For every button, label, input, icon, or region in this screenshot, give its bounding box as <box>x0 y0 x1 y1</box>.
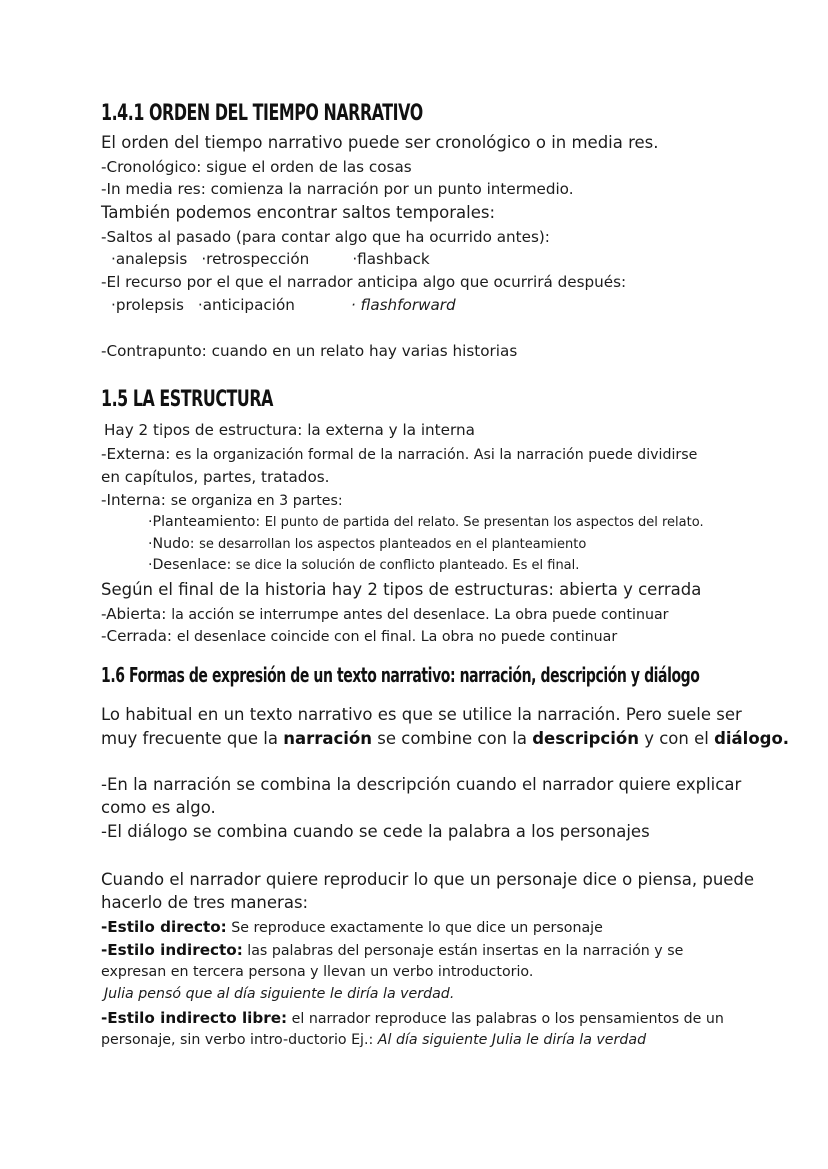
text-estilo-indirecto: las palabras del personaje están insertas en la narración y se <box>242 943 684 959</box>
term-anticipacion: ·anticipación <box>197 296 295 314</box>
text-fragment: y con el <box>638 729 715 748</box>
label-estilo-libre: -Estilo indirecto libre: <box>101 1009 288 1027</box>
term-analepsis: ·analepsis <box>111 250 188 268</box>
line-cronologico: -Cronológico: sigue el orden de las cosas <box>101 158 412 176</box>
bold-dialogo: diálogo. <box>714 729 790 748</box>
text-abierta: la acción se interrumpe antes del desenlace. La obra puede continuar <box>171 607 669 623</box>
paragraph-intro-orden: El orden del tiempo narrativo puede ser cronológico o in media res. <box>101 133 659 152</box>
section-heading-15: 1.5 LA ESTRUCTURA <box>101 387 273 412</box>
p2-line2: como es algo. <box>101 798 216 817</box>
text-planteamiento: El punto de partida del relato. Se presentan los aspectos del relato. <box>264 515 704 530</box>
line-contrapunto: -Contrapunto: cuando en un relato hay varias historias <box>101 342 518 360</box>
p3-line2: hacerlo de tres maneras: <box>101 893 309 912</box>
label-desenlace: ·Desenlace: <box>148 557 232 573</box>
text-nudo: se desarrollan los aspectos planteados en el planteamiento <box>199 537 587 552</box>
line-estilo-libre-cont <box>101 1032 646 1048</box>
text-fragment: muy frecuente que la <box>101 729 284 748</box>
text-estilo-libre: el narrador reproduce las palabras o los pensamientos de un <box>287 1011 724 1027</box>
line-final-intro: Según el final de la historia hay 2 tipos de estructuras: abierta y cerrada <box>101 580 702 599</box>
p1-line1: Lo habitual en un texto narrativo es que se utilice la narración. Pero suele ser <box>101 705 742 724</box>
term-flashback: ·flashback <box>352 250 430 268</box>
text-desenlace: se dice la solución de conflicto planteado. Es el final. <box>235 558 580 573</box>
text-estilo-libre-cont: personaje, sin verbo intro-ductorio Ej.: <box>101 1032 378 1048</box>
p2-line3: -El diálogo se combina cuando se cede la palabra a los personajes <box>101 822 650 841</box>
term-flashforward: · flashforward <box>350 296 456 314</box>
line-estructura-intro: Hay 2 tipos de estructura: la externa y la interna <box>104 421 475 439</box>
example-libre: Al día siguiente Julia le diría la verdad <box>377 1032 647 1048</box>
line-desenlace <box>148 557 579 573</box>
line-externa <box>101 445 697 463</box>
label-estilo-indirecto: -Estilo indirecto: <box>101 941 243 959</box>
line-abierta <box>101 605 668 623</box>
line-saltos-intro: También podemos encontrar saltos temporales: <box>101 203 496 222</box>
example-indirecto: Julia pensó que al día siguiente le diría la verdad. <box>104 986 455 1002</box>
term-prolepsis: ·prolepsis <box>111 296 184 314</box>
line-recurso-anticipa: -El recurso por el que el narrador anticipa algo que ocurrirá después: <box>101 273 627 291</box>
text-cerrada: el desenlace coincide con el final. La obra no puede continuar <box>176 629 618 645</box>
line-estilo-indirecto-cont: expresan en tercera persona y llevan un verbo introductorio. <box>101 964 534 980</box>
line-estilo-indirecto <box>101 941 683 959</box>
section-heading-16: 1.6 Formas de expresión de un texto narrativo: narración, descripción y diálogo <box>101 663 700 687</box>
text-fragment: se combine con la <box>372 729 533 748</box>
line-saltos-pasado: -Saltos al pasado (para contar algo que ha ocurrido antes): <box>101 228 550 246</box>
pasado-terms-row <box>111 250 430 268</box>
line-estilo-libre <box>101 1009 724 1027</box>
line-nudo <box>148 536 586 552</box>
label-planteamiento: ·Planteamiento: <box>148 514 261 530</box>
label-interna: -Interna: <box>101 491 166 509</box>
label-nudo: ·Nudo: <box>148 536 195 552</box>
line-indirecto-example <box>104 986 454 1002</box>
line-estilo-directo <box>101 918 603 936</box>
label-externa: -Externa: <box>101 445 171 463</box>
line-planteamiento <box>148 514 704 530</box>
bold-narracion: narración <box>283 729 373 748</box>
text-interna: se organiza en 3 partes: <box>170 493 343 509</box>
p2-line1: -En la narración se combina la descripción cuando el narrador quiere explicar <box>101 775 742 794</box>
p1-line2 <box>101 729 789 748</box>
futuro-terms-row <box>111 296 456 314</box>
label-cerrada: -Cerrada: <box>101 627 173 645</box>
line-in-media-res: -In media res: comienza la narración por un punto intermedio. <box>101 180 574 198</box>
section-heading-141: 1.4.1 ORDEN DEL TIEMPO NARRATIVO <box>101 101 423 126</box>
line-interna <box>101 491 343 509</box>
text-estilo-directo: Se reproduce exactamente lo que dice un personaje <box>226 920 603 936</box>
p3-line1: Cuando el narrador quiere reproducir lo que un personaje dice o piensa, puede <box>101 870 755 889</box>
line-externa-cont: en capítulos, partes, tratados. <box>101 468 330 486</box>
text-externa: es la organización formal de la narración. Asi la narración puede dividirse <box>175 447 698 463</box>
line-cerrada <box>101 627 617 645</box>
term-retrospeccion: ·retrospección <box>201 250 310 268</box>
label-estilo-directo: -Estilo directo: <box>101 918 227 936</box>
bold-descripcion: descripción <box>532 729 639 748</box>
label-abierta: -Abierta: <box>101 605 167 623</box>
